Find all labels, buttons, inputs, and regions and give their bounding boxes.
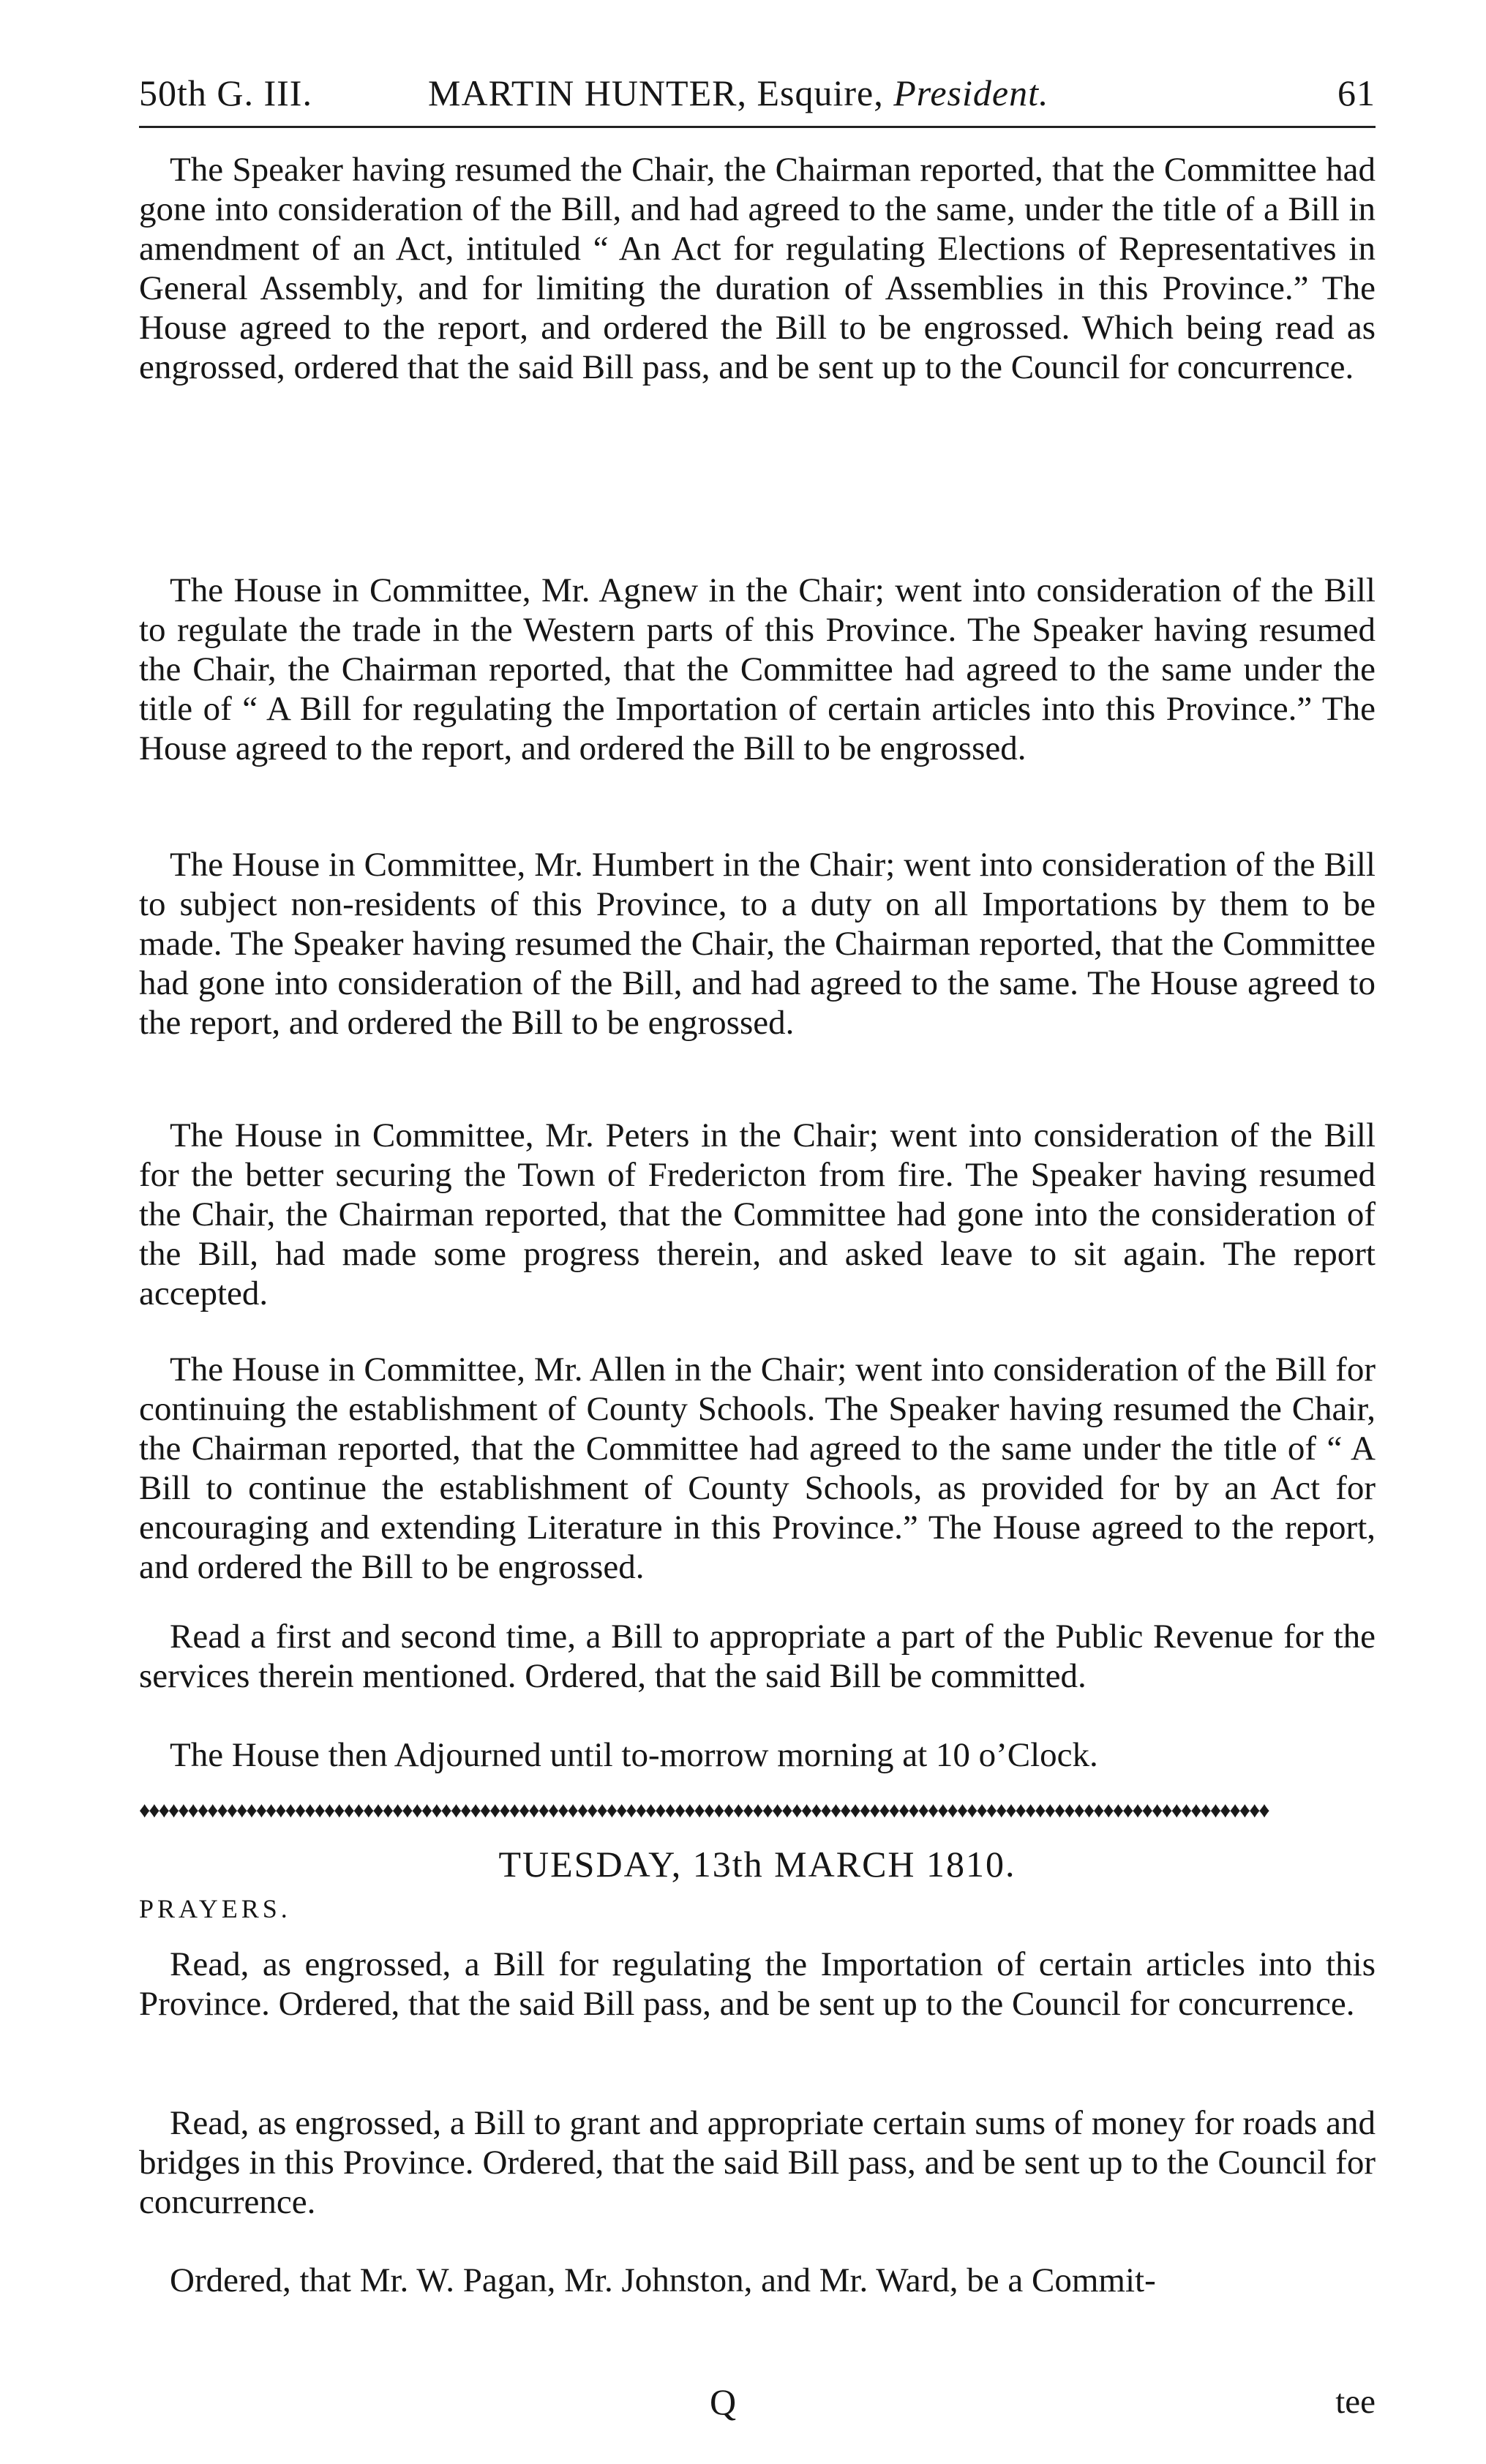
- regnal-year: 50th G. III.: [139, 72, 312, 113]
- header-rule: [139, 126, 1376, 128]
- paragraph-2: [139, 571, 1376, 768]
- document-page: [139, 59, 1376, 2422]
- paragraph-text: Ordered, that Mr. W. Pagan, Mr. Johnston, and Mr. Ward, be a Commit-: [170, 2261, 1156, 2299]
- ornamental-divider: ♦♦♦♦♦♦♦♦♦♦♦♦♦♦♦♦♦♦♦♦♦♦♦♦♦♦♦♦♦♦♦♦♦♦♦♦♦♦♦♦♦♦♦♦♦♦♦♦♦♦♦♦♦♦♦♦♦♦♦♦♦♦♦♦♦♦♦♦♦♦♦♦♦♦♦♦♦♦♦♦♦♦♦♦♦♦♦♦♦♦♦♦♦♦♦♦♦♦♦♦♦♦♦♦♦♦♦♦♦♦♦♦♦♦♦♦: [139, 1798, 1269, 1822]
- paragraph-3: [139, 845, 1376, 1043]
- prayers-heading: PRAYERS.: [139, 1894, 291, 1923]
- header-title-italic: President.: [893, 72, 1049, 113]
- paragraph-text: The Speaker having resumed the Chair, the Chairman reported, that the Committee had gone into consideration of the Bill, and had agreed to the same, under the title of a Bill in amendment of an Act, intituled “ An Act for regulating Elections of Representatives in General Assembly, and for limiting the duration of Assemblies in this Province.” The House agreed to the report, and ordered the Bill to be engrossed. Which being read as engrossed, ordered that the said Bill pass, and be sent up to the Council for concurrence.: [139, 151, 1376, 386]
- paragraph-text: The House in Committee, Mr. Agnew in the Chair; went into consideration of the Bill to regulate the trade in the Western parts of this Province. The Speaker having resumed the Chair, the Chairman reported, that the Committee had agreed to the same under the title of “ A Bill for regulating the Importation of certain articles into this Province.” The House agreed to the report, and ordered the Bill to be engrossed.: [139, 571, 1376, 767]
- header-title: [428, 59, 1049, 128]
- signature-mark: Q: [710, 2381, 737, 2422]
- paragraph-6: [139, 1617, 1376, 1696]
- paragraph-text: The House in Committee, Mr. Humbert in the Chair; went into consideration of the Bill to subject non-residents of this Province, to a duty on all Importations by them to be made. The Speaker having resumed the Chair, the Chairman reported, that the Committee had gone into consideration of the Bill, and had agreed to the same. The House agreed to the report, and ordered the Bill to be engrossed.: [139, 846, 1376, 1042]
- paragraph-text: The House in Committee, Mr. Allen in the Chair; went into consideration of the Bill for continuing the establishment of County Schools. The Speaker having resumed the Chair, the Chairman reported, that the Committee had agreed to the same under the title of “ A Bill to continue the establishment of County Schools, as provided for by an Act for encouraging and extending Literature in this Province.” The House agreed to the report, and ordered the Bill to be engrossed.: [139, 1351, 1376, 1586]
- dateline: TUESDAY, 13th MARCH 1810.: [498, 1844, 1016, 1885]
- paragraph-8: [139, 1945, 1376, 2024]
- paragraph-text: The House then Adjourned until to-morrow morning at 10 o’Clock.: [170, 1736, 1098, 1774]
- paragraph-5: [139, 1350, 1376, 1587]
- paragraph-10: [139, 2261, 1376, 2300]
- paragraph-4: [139, 1116, 1376, 1313]
- paragraph-text: Read a first and second time, a Bill to appropriate a part of the Public Revenue for the services therein mentioned. Ordered, that the said Bill be committed.: [139, 1618, 1376, 1695]
- page-number: 61: [1337, 72, 1376, 113]
- paragraph-text: Read, as engrossed, a Bill to grant and appropriate certain sums of money for roads and bridges in this Province. Ordered, that the said Bill pass, and be sent up to the Council for concurrence.: [139, 2104, 1376, 2221]
- paragraph-9: [139, 2103, 1376, 2222]
- paragraph-text: The House in Committee, Mr. Peters in the Chair; went into consideration of the Bill for the better securing the Town of Fredericton from fire. The Speaker having resumed the Chair, the Chairman reported, that the Committee had gone into the consideration of the Bill, had made some progress therein, and asked leave to sit again. The report accepted.: [139, 1116, 1376, 1312]
- header-title-text: MARTIN HUNTER, Esquire,: [428, 72, 884, 113]
- paragraph-text: Read, as engrossed, a Bill for regulating the Importation of certain articles into this Province. Ordered, that the said Bill pass, and be sent up to the Council for concurrence.: [139, 1945, 1376, 2023]
- catchword: tee: [1335, 2383, 1376, 2421]
- running-header: [139, 59, 1376, 128]
- paragraph-1: [139, 150, 1376, 387]
- paragraph-7: [139, 1735, 1376, 1775]
